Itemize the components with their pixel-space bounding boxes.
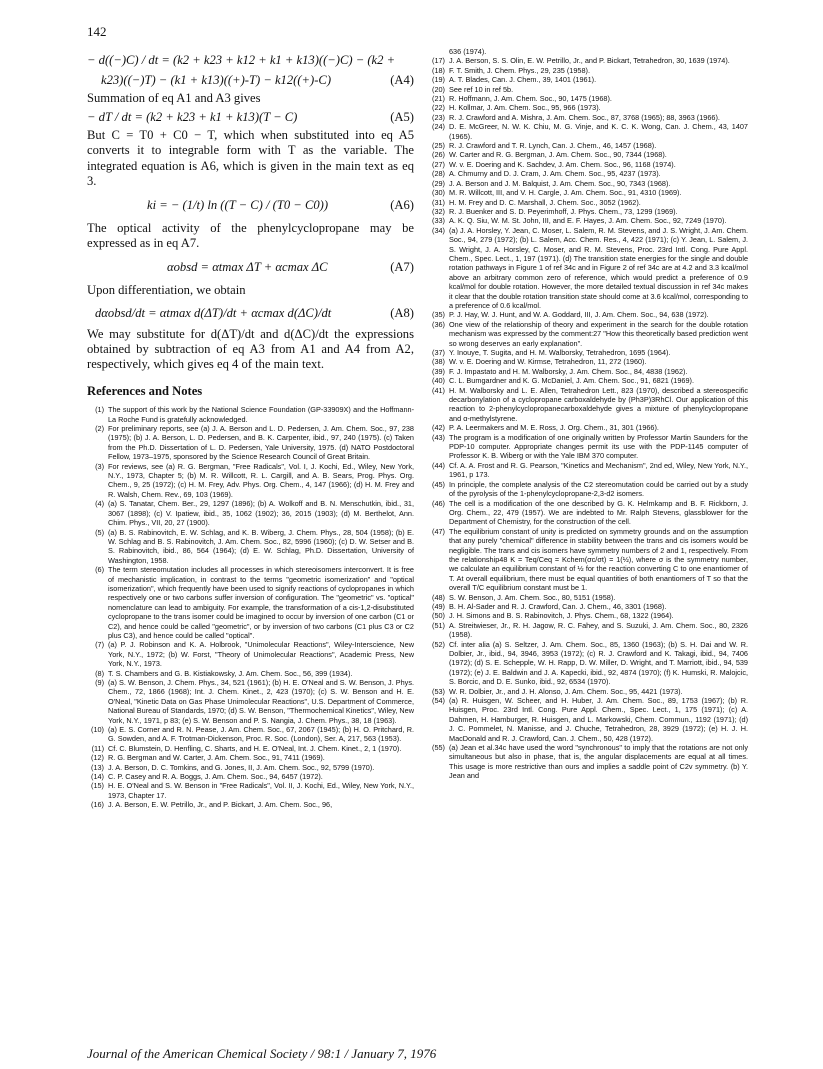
reference-item	[428, 376, 748, 385]
reference-item	[428, 122, 748, 141]
reference-text: The term stereomutation includes all processes in which stereoisomers interconvert. It is free of mechanistic implication, in contrast to the terms "geometric isomerization" and "optical isomerization", which frequently have been used to signify reactions of cyclopropanes in which respectively one or two carbons suffer inversion of configuration. The "geometric" vs. "optical" nomenclature can lead to ambiguity. For example, the transformation of a cis-1,2-disubstituted cyclopropane to the trans isomer could be imagined to occur by inversion of one carbon (C1 or C2), and hence could be called "geometric", or by inversion of two carbons (C1 plus C3 or C2 plus C3), and hence could be called "optical".	[108, 565, 414, 640]
paragraph-substitution: But C = T0 + C0 − T, which when substituted into eq A5 converts it to integrable form with T as the variable. The integrated equation is A6, which is given in the main text as eq 3.	[87, 128, 414, 188]
reference-number: (51)	[432, 620, 445, 630]
equation-a7-number: (A7)	[390, 260, 414, 275]
equation-a8-number: (A8)	[390, 305, 414, 320]
references-list-right	[428, 47, 748, 781]
reference-number: (6)	[95, 565, 104, 575]
reference-item	[428, 56, 748, 65]
reference-item	[428, 141, 748, 150]
reference-number: (31)	[432, 197, 445, 207]
reference-item	[428, 640, 748, 687]
reference-number: (25)	[432, 141, 445, 151]
references-list-left	[87, 405, 414, 809]
reference-item	[428, 198, 748, 207]
reference-text: (a) Jean et al.34c have used the word "synchronous" to imply that the rotations are not only simultaneous but also in phase, that is, the angular displacements are equal at all times. This usage is more restrictive than ours and implies a saddle point of C2v symmetry. (b) Y. Jean and	[449, 743, 748, 781]
reference-item	[428, 593, 748, 602]
equation-a6-number: (A6)	[390, 198, 414, 213]
reference-number: (37)	[432, 348, 445, 357]
reference-item	[428, 696, 748, 743]
reference-item	[428, 150, 748, 159]
reference-number: (34)	[432, 225, 445, 235]
reference-text: A. K. Q. Siu, W. M. St. John, III, and E. F. Hayes, J. Am. Chem. Soc., 92, 7249 (1970).	[449, 216, 727, 226]
reference-item	[87, 565, 414, 640]
equation-a6-body: ki = − (1/t) ln ((T − C) / (T0 − C0))	[147, 198, 329, 213]
reference-number: (12)	[91, 753, 104, 763]
reference-number: (39)	[432, 366, 445, 376]
reference-text: The program is a modification of one originally written by Professor Martin Saunders for the PDP-10 computer. Appropriate changes permit its use with the PDP-1145 computer of Professor K. B. Wiberg or with the Yale IBM 370 computer.	[449, 432, 748, 461]
equation-a5-body: − dT / dt = (k2 + k23 + k1 + k13)(T − C)	[87, 110, 298, 125]
reference-item	[428, 348, 748, 357]
left-column	[87, 52, 414, 810]
reference-item	[87, 725, 414, 744]
reference-item	[428, 480, 748, 499]
reference-text: Y. Inouye, T. Sugita, and H. M. Walborsky, Tetrahedron, 1695 (1964).	[449, 348, 671, 357]
reference-text: W. R. Dolbier, Jr., and J. H. Alonso, J. Am. Chem. Soc., 95, 4421 (1973).	[449, 686, 683, 696]
reference-item	[428, 423, 748, 432]
reference-number: (8)	[95, 668, 104, 678]
reference-item	[428, 621, 748, 640]
reference-number: (36)	[432, 319, 445, 329]
reference-number: (14)	[91, 772, 104, 782]
reference-number: (24)	[432, 122, 445, 132]
reference-number: (15)	[91, 781, 104, 791]
reference-item	[428, 207, 748, 216]
reference-number: (1)	[95, 405, 104, 415]
reference-number: (11)	[91, 743, 104, 753]
reference-number: (44)	[432, 460, 445, 470]
reference-number: (47)	[432, 526, 445, 536]
reference-item	[428, 743, 748, 781]
reference-text: (a) S. Tanatar, Chem. Ber., 29, 1297 (1896); (b) A. Wolkoff and B. N. Menschutkin, ibid., 31, 3067 (1898); (c) V. Ipatiew, ibid., 35, 1062 (1902); 36, 2015 (1903); (d) M. Berthelot, Ann. Chim. Phys., VII, 20, 27 (1900).	[108, 499, 414, 528]
equation-a4-line2: k23)((−)T) − (k1 + k13)((+)-T) − k12((+)-C)	[101, 73, 332, 87]
reference-text: J. H. Simons and B. S. Rabinovitch, J. Phys. Chem., 68, 1322 (1964).	[449, 611, 674, 621]
reference-item	[87, 744, 414, 753]
reference-item	[87, 753, 414, 762]
reference-item	[428, 113, 748, 122]
equation-a4-number: (A4)	[390, 73, 414, 87]
reference-text: J. A. Berson, E. W. Petrillo, Jr., and P. Bickart, J. Am. Chem. Soc., 96,	[108, 800, 333, 810]
reference-text: R. J. Crawford and A. Mishra, J. Am. Chem. Soc., 87, 3768 (1965); 88, 3963 (1966).	[449, 112, 720, 122]
reference-number: (49)	[432, 601, 445, 611]
reference-number: (53)	[432, 686, 445, 696]
reference-text: A. Chmurny and D. J. Cram, J. Am. Chem. Soc., 95, 4237 (1973).	[449, 169, 661, 179]
reference-item	[428, 226, 748, 311]
reference-number: (48)	[432, 592, 445, 602]
reference-item	[428, 188, 748, 197]
reference-item	[428, 602, 748, 611]
reference-item	[428, 85, 748, 94]
reference-number: (27)	[432, 159, 445, 169]
reference-number: (5)	[95, 527, 104, 537]
reference-item	[428, 611, 748, 620]
reference-item	[428, 75, 748, 84]
reference-item	[428, 499, 748, 527]
reference-number: (9)	[95, 678, 104, 688]
reference-number: (45)	[432, 479, 445, 489]
reference-text: Cf. inter alia (a) S. Seltzer, J. Am. Chem. Soc., 85, 1360 (1963); (b) S. H. Dai and W. R. Dolbier, Jr., ibid., 94, 3946, 3953 (1972); (c) R. J. Crawford and K. Takagi, ibid., 94, 7406 (1972); (d) S. E. Schepple, W. H. Rapp, D. W. Miller, D. Wright, and T. Marriott, ibid., 94, 539 (1972); (e) J. E. Baldwin and J. A. Kapecki, ibid., 92, 4874 (1970); (f) K. Humski, R. Malojcic, S. Borcic, and D. E. Sunko, ibid., 92, 6534 (1970).	[449, 639, 748, 687]
reference-item	[428, 310, 748, 319]
reference-text: Cf. A. A. Frost and R. G. Pearson, "Kinetics and Mechanism", 2nd ed, Wiley, New York, N.Y., 1961, p 173.	[449, 460, 748, 480]
reference-number: (40)	[432, 376, 445, 386]
reference-number: (54)	[432, 696, 445, 706]
reference-text: W. Carter and R. G. Bergman, J. Am. Chem. Soc., 90, 7344 (1968).	[449, 150, 667, 160]
reference-number: (55)	[432, 743, 445, 753]
reference-text: One view of the relationship of theory and experiment in the search for the double rotation mechanism was expressed by the comment:27 "How this theoretically based prediction went so wrong deserves an early explanation".	[449, 319, 748, 348]
reference-number: (46)	[432, 498, 445, 508]
reference-text: H. M. Walborsky and L. E. Allen, Tetrahedron Lett., 823 (1970), described a stereospecific decarbonylation of a cyclopropane carboxaldehyde by (Ph3P)3RhCl. Our application of this reaction to 2-phenylcyclopropanecarboxaldehyde gives a mixture of phenylcyclopropane and α-methylstyrene.	[449, 385, 748, 423]
reference-text: C. L. Bumgardner and K. G. McDaniel, J. Am. Chem. Soc., 91, 6821 (1969).	[449, 376, 694, 386]
reference-number: (35)	[432, 310, 445, 320]
equation-a7-body: αobsd = αtmax ΔT + αcmax ΔC	[167, 260, 328, 275]
reference-item	[87, 499, 414, 527]
reference-text: (a) J. A. Horsley, Y. Jean, C. Moser, L. Salem, R. M. Stevens, and J. S. Wright, J. Am. Chem. Soc., 94, 279 (1972); (b) L. Salem, Acc. Chem. Res., 4, 422 (1971); (c) Y. Jean, L. Salem, J. S. Wright, J. A. Horsley, C. Moser, and R. M. Stevens, Proc. 23rd Intl. Cong. Pure Appl. Chem., Spec. Lect., 1, 197 (1971). (d) The transition state energies for the single and double rotation pathways in Figure 1 of ref 34c and in Figure 2 of ref 34c are at 4.2 and 3.3 kcal/mol above an arbitrary common zero of reference, which would predict a preference of 0.9 kcal/mol for double rotation. However, the more detailed textual discussion in ref 34c makes it clear that the double rotation transition state should come at 3.6 kcal/mol, corresponding to a preference of 0.6 kcal/mol.	[449, 225, 748, 310]
reference-text: C. P. Casey and R. A. Boggs, J. Am. Chem. Soc., 94, 6457 (1972).	[108, 772, 323, 782]
reference-text: W. v. E. Doering and K. Sachdev, J. Am. Chem. Soc., 96, 1168 (1974).	[449, 159, 676, 169]
reference-text: For reviews, see (a) R. G. Bergman, "Free Radicals", Vol. I, J. Kochi, Ed., Wiley, New York, N.Y., 1973, Chapter 5; (b) M. R. Willcott, R. L. Cargill, and A. B. Sears, Prog. Phys. Org. Chem., 9, 25 (1972); (c) H. M. Frey, Adv. Phys. Org. Chem., 4, 147 (1966); (d) H. M. Frey and R. Walsh, Chem. Rev., 69, 103 (1969).	[108, 461, 414, 499]
reference-item	[87, 772, 414, 781]
reference-item	[428, 103, 748, 112]
reference-text: R. G. Bergman and W. Carter, J. Am. Chem. Soc., 91, 7411 (1969).	[108, 753, 325, 763]
reference-item	[428, 216, 748, 225]
reference-item	[428, 160, 748, 169]
paragraph-differentiation: Upon differentiation, we obtain	[87, 283, 246, 298]
reference-item	[428, 527, 748, 593]
reference-number: (33)	[432, 216, 445, 226]
equation-a5-number: (A5)	[390, 110, 414, 125]
reference-item	[428, 66, 748, 75]
reference-text: P. J. Hay, W. J. Hunt, and W. A. Goddard, III, J. Am. Chem. Soc., 94, 638 (1972).	[449, 310, 709, 320]
reference-number: (2)	[95, 424, 104, 434]
reference-number: (19)	[432, 75, 445, 85]
reference-text: (a) S. W. Benson, J. Chem. Phys., 34, 521 (1961); (b) H. E. O'Neal and S. W. Benson, J. Phys. Chem., 72, 1866 (1968); Int. J. Chem. Kinet., 2, 423 (1970); (c) S. W. Benson and H. E. O'Neal, "Kinetic Data on Gas Phase Unimolecular Reactions", U.S. Department of Commerce, National Bureau of Standards, 1970; (d) S. W. Benson, "Thermochemical Kinetics", Wiley, New York, N.Y., 1971, p 83; (e) S. W. Benson and P. S. Nangia, J. Chem. Phys., 38, 18 (1963).	[108, 678, 414, 725]
reference-text: (a) P. J. Robinson and K. A. Holbrook, "Unimolecular Reactions", Wiley-Interscience, New York, N.Y., 1972; (b) W. Forst, "Theory of Unimolecular Reactions", Academic Press, New York, N.Y., 1973.	[108, 640, 414, 669]
reference-item	[87, 528, 414, 566]
reference-item	[87, 781, 414, 800]
reference-number: (41)	[432, 385, 445, 395]
equation-a7	[87, 259, 414, 275]
reference-text: R. Hoffmann, J. Am. Chem. Soc., 90, 1475 (1968).	[449, 94, 612, 104]
reference-text: A. Streitwieser, Jr., R. H. Jagow, R. C. Fahey, and S. Suzuki, J. Am. Chem. Soc., 80, 2326 (1958).	[449, 620, 748, 640]
reference-text: (a) B. S. Rabinovitch, E. W. Schlag, and K. B. Wiberg, J. Chem. Phys., 28, 504 (1958); (b) E. W. Schlag and B. S. Rabinovitch, J. Am. Chem. Soc., 82, 5996 (1960); (c) D. W. Setser and B. S. Rabinovitch, ibid., 86, 564 (1964); (d) E. W. Schlag, Ph.D. Dissertation, University of Washington, 1958.	[108, 527, 414, 565]
paragraph-summation: Summation of eq A1 and A3 gives	[87, 91, 261, 105]
reference-text: P. A. Leermakers and M. E. Ross, J. Org. Chem., 31, 301 (1966).	[449, 423, 659, 433]
paragraph-subtraction: We may substitute for d(ΔT)/dt and d(ΔC)/dt the expressions obtained by subtraction of eq A3 from A1 and A4 from A2, respectively, which gives eq 4 of the main text.	[87, 326, 414, 372]
reference-text: R. J. Buenker and S. D. Peyerimhoff, J. Phys. Chem., 73, 1299 (1969).	[449, 206, 678, 216]
equation-a4-line1: − d((−)C) / dt = (k2 + k23 + k12 + k1 + k13)((−)C) − (k2 +	[87, 53, 396, 67]
reference-text: In principle, the complete analysis of the C2 stereomutation could be carried out by a study of the pyrolysis of the 1-phenylcyclopropane-2,3-d2 isomers.	[449, 479, 748, 499]
reference-text: 636 (1974).	[449, 47, 487, 56]
reference-item	[428, 687, 748, 696]
reference-number: (4)	[95, 499, 104, 509]
reference-text: D. E. McGreer, N. W. K. Chiu, M. G. Vinje, and K. C. K. Wong, Can. J. Chem., 43, 1407 (1965).	[449, 122, 748, 141]
reference-text: (a) E. S. Corner and R. N. Pease, J. Am. Chem. Soc., 67, 2067 (1945); (b) H. O. Pritchard, R. G. Sowden, and A. F. Trotman-Dickenson, Proc. R. Soc. (London), Ser. A, 217, 563 (1953).	[108, 725, 414, 744]
reference-number: (7)	[95, 640, 104, 650]
reference-number: (16)	[91, 800, 104, 810]
reference-text: Cf. C. Blumstein, D. Henfling, C. Sharts, and H. E. O'Neal, Int. J. Chem. Kinet., 2, 1 (1970).	[108, 743, 402, 753]
equation-a8-body: dαobsd/dt = αtmax d(ΔT)/dt + αcmax d(ΔC)/dt	[95, 305, 332, 320]
reference-text: M. R. Willcott, III, and V. H. Cargle, J. Am. Chem. Soc., 91, 4310 (1969).	[449, 188, 682, 198]
reference-item	[428, 169, 748, 178]
reference-item	[87, 763, 414, 772]
reference-text: See ref 10 in ref 5b.	[449, 84, 514, 94]
reference-item	[428, 386, 748, 424]
reference-number: (22)	[432, 103, 445, 113]
reference-text: J. A. Berson and J. M. Balquist, J. Am. Chem. Soc., 90, 7343 (1968).	[449, 178, 671, 188]
reference-item	[428, 433, 748, 461]
reference-text: The support of this work by the National Science Foundation (GP-33909X) and the Hoffmann-La Roche Fund is gratefully acknowledged.	[108, 405, 414, 424]
reference-number: (32)	[432, 206, 445, 216]
reference-item	[87, 640, 414, 668]
reference-item	[87, 800, 414, 809]
reference-item	[87, 424, 414, 462]
reference-text: F. T. Smith, J. Chem. Phys., 29, 235 (1958).	[449, 65, 590, 75]
reference-number: (52)	[432, 639, 445, 649]
references-heading: References and Notes	[87, 384, 203, 399]
equation-a5	[87, 109, 414, 125]
reference-text: J. A. Berson, S. S. Olin, E. W. Petrillo, Jr., and P. Bickart, Tetrahedron, 30, 1639 (1974).	[449, 56, 730, 66]
reference-text: S. W. Benson, J. Am. Chem. Soc., 80, 5151 (1958).	[449, 592, 616, 602]
reference-number: (21)	[432, 94, 445, 104]
reference-item	[87, 462, 414, 500]
reference-text: (a) R. Huisgen, W. Scheer, and H. Huber, J. Am. Chem. Soc., 89, 1753 (1967); (b) R. Huisgen, Proc. 23rd Intl. Cong. Pure Appl. Chem., Spec. Lect., 1, 175 (1971); (c) A. Dahmen, H. Hamburger, R. Huisgen, and L. Markowski, Chem. Commun., 1192 (1971); (d) J. C. Pommelet, N. Manisse, and J. Chuche, Tetrahedron, 28, 3929 (1972); (e) H. J. H. MacDonald and R. J. Crawford, Can. J. Chem., 50, 428 (1972).	[449, 696, 748, 743]
reference-text: J. A. Berson, D. C. Tomkins, and G. Jones, II, J. Am. Chem. Soc., 92, 5799 (1970).	[108, 762, 375, 772]
reference-item	[428, 357, 748, 366]
reference-item	[428, 367, 748, 376]
reference-number: (38)	[432, 357, 445, 367]
reference-number: (18)	[432, 65, 445, 75]
reference-text: T. S. Chambers and G. B. Kistiakowsky, J. Am. Chem. Soc., 56, 399 (1934).	[108, 668, 353, 678]
reference-text: B. H. Al-Sader and R. J. Crawford, Can. J. Chem., 46, 3301 (1968).	[449, 601, 667, 611]
reference-number: (13)	[91, 762, 104, 772]
paragraph-optical-activity: The optical activity of the phenylcyclopropane may be expressed as in eq A7.	[87, 221, 414, 251]
reference-item	[428, 47, 748, 56]
reference-item	[87, 669, 414, 678]
reference-item	[428, 461, 748, 480]
reference-number: (20)	[432, 84, 445, 94]
reference-number: (10)	[91, 725, 104, 735]
reference-number: (17)	[432, 56, 445, 66]
reference-number: (29)	[432, 178, 445, 188]
reference-item	[87, 405, 414, 424]
journal-footer: Journal of the American Chemical Society / 98:1 / January 7, 1976	[87, 1046, 437, 1061]
reference-text: H. E. O'Neal and S. W. Benson in "Free Radicals", Vol. II, J. Kochi, Ed., Wiley, New York, N.Y., 1973, Chapter 17.	[108, 781, 414, 800]
reference-text: H. Kollmar, J. Am. Chem. Soc., 95, 966 (1973).	[449, 103, 601, 113]
reference-number: (23)	[432, 112, 445, 122]
reference-text: The equilibrium constant of unity is predicted on symmetry grounds and on the assumption that any purely "chemical" difference in stability between the trans and cis isomers would be negligible. The trans and cis isomers have symmetry numbers of 2 and 1, respectively. From the relationship48 K = Teq/Ceq = Kchem(σc/σt) = 1(½), where σ is the symmetry number, we calculate an equilibrium constant of ½ for the reaction converting C to one enantiomer of T. At overall equilibrium, there must be equal quantities of both enantiomers of T so that the overall T/C equilibrium constant must be 1.	[449, 526, 748, 593]
reference-text: For preliminary reports, see (a) J. A. Berson and L. D. Pedersen, J. Am. Chem. Soc., 97, 238 (1975); (b) J. A. Berson, L. D. Pedersen, and B. K. Carpenter, ibid., 97, 240 (1975). (c) Taken from the Ph.D. Dissertation of L. D. Pedersen, Yale University, 1975. (d) NATO Postdoctoral Fellow, 1973–1975, sponsored by the Science Research Council of Great Britain.	[108, 424, 414, 462]
reference-text: H. M. Frey and D. C. Marshall, J. Chem. Soc., 3052 (1962).	[449, 197, 641, 207]
equation-a8	[87, 305, 414, 321]
reference-item	[428, 320, 748, 348]
reference-number: (28)	[432, 169, 445, 179]
equation-a6	[87, 197, 414, 213]
reference-text: A. T. Blades, Can. J. Chem., 39, 1401 (1961).	[449, 75, 597, 85]
page-number: 142	[87, 24, 107, 39]
reference-text: The cell is a modification of the one described by G. K. Helmkamp and B. F. Rickborn, J. Org. Chem., 22, 479 (1957). We are indebted to Mr. Ralph Stevens, glassblower for the Department of Chemistry, for the construction of the cell.	[449, 498, 748, 527]
right-column	[428, 47, 748, 781]
reference-item	[87, 678, 414, 725]
reference-number: (42)	[432, 423, 445, 433]
reference-text: W. v. E. Doering and W. Kirmse, Tetrahedron, 11, 272 (1960).	[449, 357, 647, 367]
reference-number: (50)	[432, 611, 445, 621]
reference-number: (30)	[432, 188, 445, 198]
reference-text: F. J. Impastato and H. M. Walborsky, J. Am. Chem. Soc., 84, 4838 (1962).	[449, 366, 688, 376]
reference-number: (26)	[432, 150, 445, 160]
reference-item	[428, 94, 748, 103]
reference-number	[428, 47, 449, 56]
reference-text: R. J. Crawford and T. R. Lynch, Can. J. Chem., 46, 1457 (1968).	[449, 141, 657, 151]
equation-a4	[87, 52, 414, 88]
reference-item	[428, 179, 748, 188]
reference-number: (3)	[95, 461, 104, 471]
reference-number: (43)	[432, 432, 445, 442]
